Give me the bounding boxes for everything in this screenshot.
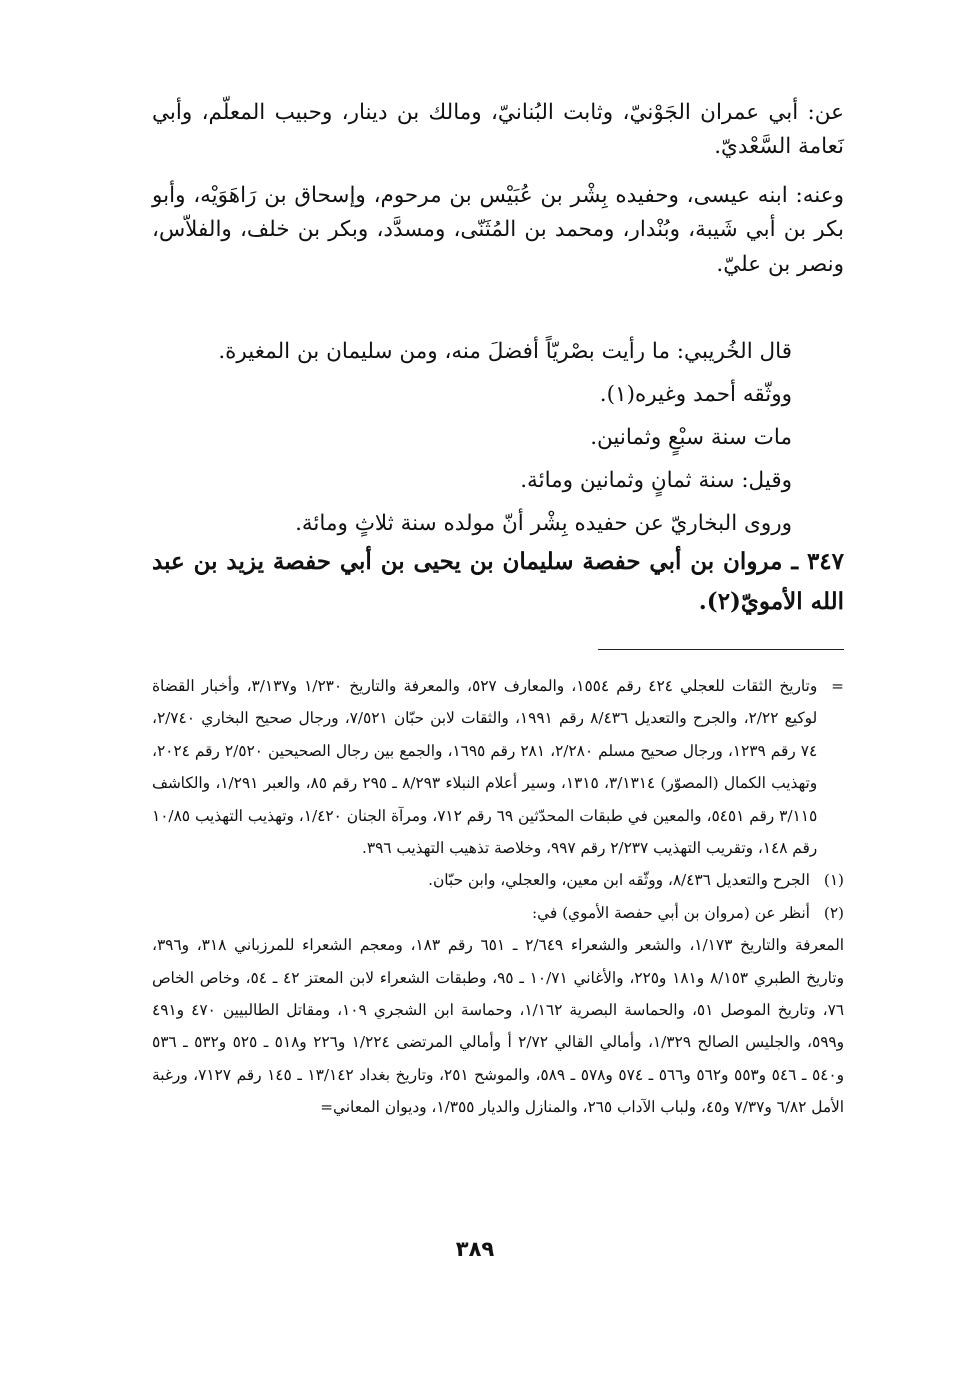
quotes-block (152, 330, 844, 545)
quote-line: قال الخُريبي: ما رأيت بصْريّاً أفضلَ منه، ومن سليمان بن المغيرة. (218, 339, 792, 364)
quote-line: ووثّقه أحمد وغيره(١). (599, 382, 792, 407)
quote-line: وروى البخاريّ عن حفيده بِشْر أنّ مولده سنة ثلاثٍ ومائة. (295, 511, 792, 536)
entry-heading: ٣٤٧ ـ مروان بن أبي حفصة سليمان بن يحيى بن أبي حفصة يزيد بن عبد الله الأمويّ(٢). (152, 548, 844, 616)
footnote-continuation (152, 670, 844, 864)
footnote-1-marker: (١) (823, 871, 844, 890)
footnote-1-text: الجرح والتعديل ٨/٤٣٦، ووثّقه ابن معين، والعجلي، وابن حبّان. (428, 871, 810, 890)
footnote-2-sources: المعرفة والتاريخ ١/١٧٣، والشعر والشعراء ٢/٦٤٩ ـ ٦٥١ رقم ١٨٣، ومعجم الشعراء للمرزباني ٣١٨، و٣٩٦، وتاريخ الطبري ٨/١٥٣ و١٨١ و٢٢٥، والأغاني ١٠/٧١ ـ ٩٥، وطبقات الشعراء لابن المعتز ٤٢ ـ ٥٤، وخاص الخاص ٧٦، وتاريخ الموصل ٥١، والحماسة البصرية ١/١٦٢، وحماسة ابن الشجري ١٠٩، ومقاتل الطالبيين ٤٧٠ و٤٩١ و٥٩٩، والجليس الصالح ١/٣٢٩، وأمالي القالي ٢/٧٢ أ وأمالي المرتضى ١/٢٢٤ و٢٢٦ و٥١٨ ـ ٥٢٥ و٥٣٢ ـ ٥٣٦ و٥٤٠ ـ ٥٤٦ و٥٥٣ و٥٦٢ و٥٦٦ ـ ٥٧٤ و٥٧٨ ـ ٥٨٩، والموشح ٢٥١، وتاريخ بغداد ١٣/١٤٢ ـ ١٤٥ رقم ٧١٢٧، ورغبة الأمل ٦/٨٢ و٧/٣٧ و٤٥، ولباب الآداب ٢٦٥، والمنازل والديار ١/٣٥٥، وديوان المعاني= (152, 936, 845, 1117)
footnote-2-text: أنظر عن (مروان بن أبي حفصة الأموي) في: (532, 903, 810, 922)
footnote-2-marker: (٢) (823, 903, 844, 922)
narrators-from-paragraph: عن: أبي عمران الجَوْنيّ، وثابت البُنانيّ، ومالك بن دينار، وحبيب المعلّم، وأبي نَعامة السَّعْديّ. (152, 100, 844, 160)
quote-line: وقيل: سنة ثمانٍ وثمانين ومائة. (520, 468, 792, 493)
footnote-1 (152, 864, 844, 896)
page-number: ٣٨٩ (455, 1237, 495, 1261)
quote-line: مات سنة سبْعٍ وثمانين. (590, 425, 792, 450)
footnotes (152, 670, 844, 1124)
footnote-2 (152, 897, 844, 929)
footnote-continuation-text: وتاريخ الثقات للعجلي ٤٢٤ رقم ١٥٥٤، والمعارف ٥٢٧، والمعرفة والتاريخ ١/٢٣٠ و٣/١٣٧، وأخبار القضاة لوكيع ٢/٢٢، والجرح والتعديل ٨/٤٣٦ رقم ١٩٩١، والثقات لابن حبّان ٧/٥٢١، ورجال صحيح البخاري ٢/٧٤٠، ٧٤ رقم ١٢٣٩، ورجال صحيح مسلم ٢/٢٨٠، ٢٨١ رقم ١٦٩٥، والجمع بين رجال الصحيحين ٢/٥٢٠ رقم ٢٠٢٤، وتهذيب الكمال (المصوّر) ٣/١٣١٤، ١٣١٥، وسير أعلام النبلاء ٨/٢٩٣ ـ ٢٩٥ رقم ٨٥، والعبر ١/٢٩١، والكاشف ٣/١١٥ رقم ٥٤٥١، والمعين في طبقات المحدّثين ٦٩ رقم ٧١٢، ومرآة الجنان ١/٤٢٠، وتهذيب التهذيب ١٠/٨٥ رقم ١٤٨، وتقريب التهذيب ٢/٢٣٧ رقم ٩٩٧، وخلاصة تذهيب التهذيب ٣٩٦. (152, 677, 818, 858)
continuation-marker: = (831, 677, 844, 695)
main-text (152, 96, 844, 296)
footnote-separator (598, 649, 844, 650)
narrators-to-paragraph: وعنه: ابنه عيسى، وحفيده بِشْر بن عُبَيْس بن مرحوم، وإسحاق بن رَاهَوَيْه، وأبو بكر بن أبي شَيبة، وبُنْدار، ومحمد بن المُثَنّى، ومسدَّد، وبكر بن خلف، والفلاّس، ونصر بن عليّ. (152, 182, 844, 277)
